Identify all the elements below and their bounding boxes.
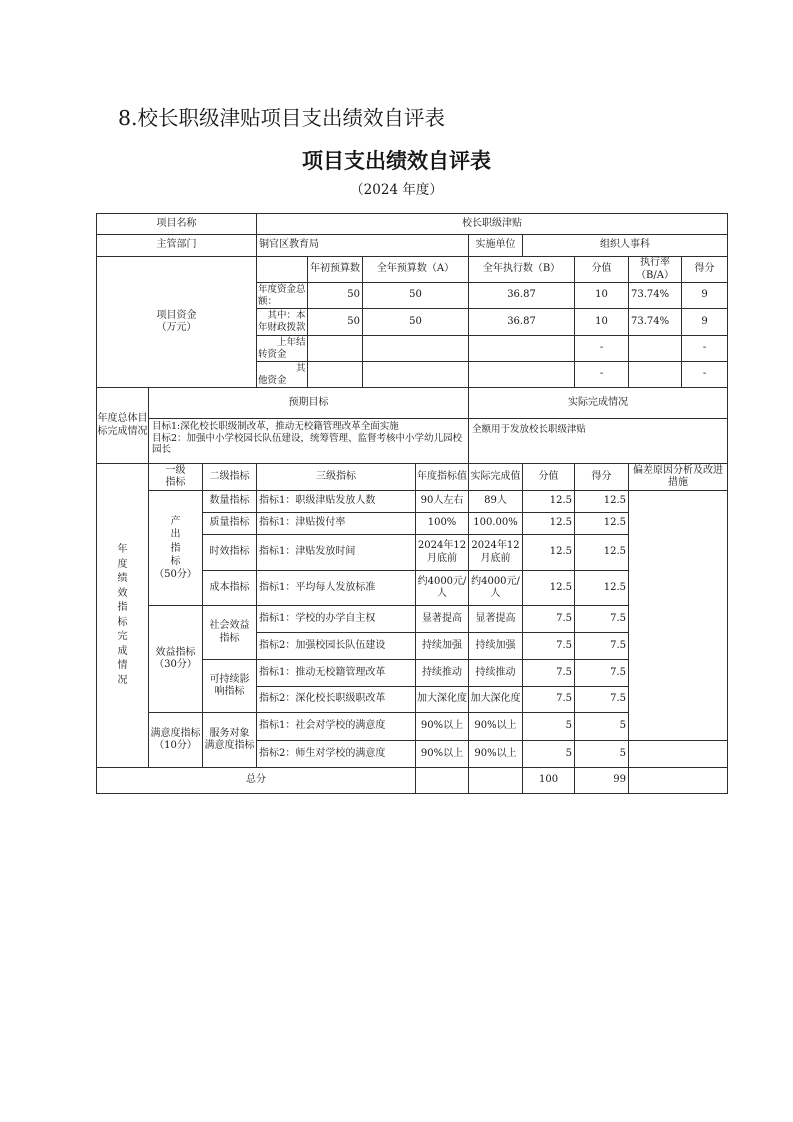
indicators-header-target: 年度指标值 [416, 464, 469, 491]
indicator-name: 指标1：推动无校籍管理改革 [257, 660, 416, 687]
indicator-score: 7.5 [575, 633, 629, 660]
total-label: 总分 [97, 768, 416, 794]
indicators-header-secondary: 二级指标 [203, 464, 257, 491]
funds-row-initial [308, 336, 363, 362]
indicator-score: 12.5 [575, 571, 629, 606]
self-evaluation-table [96, 213, 728, 794]
funds-header-score: 得分 [682, 257, 728, 283]
indicator-actual: 2024年12 月底前 [469, 535, 523, 571]
indicator-target: 加大深化度 [416, 687, 469, 713]
funds-row-budget: 50 [363, 283, 469, 309]
goals-actual-text: 全额用于发放校长职级津贴 [472, 424, 587, 435]
goal-item: 目标2：加强中小学校园长队伍建设，统筹管理、监督考核中小学幼儿园校园长 [152, 432, 463, 455]
indicator-points: 12.5 [523, 491, 575, 513]
indicator-actual: 100.00% [469, 513, 523, 535]
funds-row-name: 其中：本年财政拨款 [257, 309, 308, 336]
indicator-points: 12.5 [523, 513, 575, 535]
primary-group-name: 满意度指标 [150, 727, 201, 739]
primary-group-output [149, 491, 203, 606]
funds-row-name: 上年结转资金 [258, 336, 306, 360]
indicator-actual: 90%以上 [469, 713, 523, 741]
total-score: 99 [575, 768, 629, 794]
secondary-cost: 成本指标 [203, 571, 257, 606]
funds-row-executed [469, 336, 575, 362]
indicator-target: 90%以上 [416, 741, 469, 768]
funds-row-name: 其他资金 [258, 362, 306, 386]
indicator-target: 持续推动 [416, 660, 469, 687]
implementing-unit-value: 组织人事科 [523, 235, 728, 257]
indicator-actual: 89人 [469, 491, 523, 513]
goals-header-row [97, 388, 728, 419]
funds-row-rate [629, 362, 682, 388]
goals-expected-header: 预期目标 [149, 388, 469, 419]
funds-row-points: 10 [575, 309, 629, 336]
indicator-name: 指标2：加强校园长队伍建设 [257, 633, 416, 660]
indicator-score: 7.5 [575, 687, 629, 713]
indicator-name: 指标1：平均每人发放标准 [257, 571, 416, 606]
indicator-points: 7.5 [523, 633, 575, 660]
secondary-social: 社会效益 指标 [203, 606, 257, 660]
funds-row-initial: 50 [308, 283, 363, 309]
funds-label: 项目资金 [156, 309, 197, 321]
indicator-row [97, 491, 728, 513]
indicator-points: 7.5 [523, 606, 575, 633]
funds-row-rate: 73.74% [629, 283, 682, 309]
indicator-actual: 加大深化度 [469, 687, 523, 713]
section-heading: 8.校长职级津贴项目支出绩效自评表 [118, 106, 446, 130]
total-points: 100 [523, 768, 575, 794]
funds-row-rate [629, 336, 682, 362]
funds-row-points: - [575, 362, 629, 388]
indicator-target: 90人左右 [416, 491, 469, 513]
indicators-header-tertiary: 三级指标 [257, 464, 416, 491]
indicators-header-actual: 实际完成值 [469, 464, 523, 491]
primary-group-points: （30分） [154, 659, 197, 670]
department-row [97, 235, 728, 257]
indicator-target: 持续加强 [416, 633, 469, 660]
deviation-analysis-cell [629, 491, 728, 741]
indicator-actual: 显著提高 [469, 606, 523, 633]
funds-row-budget [363, 362, 469, 388]
funds-row-executed: 36.87 [469, 283, 575, 309]
funds-row-points: 10 [575, 283, 629, 309]
primary-group-name: 产出指标 [170, 515, 181, 568]
indicator-name: 指标2：师生对学校的满意度 [257, 741, 416, 768]
indicator-score: 12.5 [575, 513, 629, 535]
primary-group-points: （50分） [154, 568, 197, 580]
primary-group-points: （10分） [154, 740, 197, 751]
project-name-value: 校长职级津贴 [257, 214, 728, 235]
indicator-target: 约4000元/ 人 [416, 571, 469, 606]
indicator-score: 7.5 [575, 660, 629, 687]
indicators-header-deviation: 偏差原因分析及改进措施 [629, 464, 728, 491]
department-value: 铜官区教育局 [257, 235, 469, 257]
indicator-actual: 持续加强 [469, 633, 523, 660]
project-name-row [97, 214, 728, 235]
total-actual-blank [469, 768, 523, 794]
funds-row-executed: 36.87 [469, 309, 575, 336]
secondary-sustainable: 可持续影 响指标 [203, 660, 257, 713]
indicator-points: 5 [523, 741, 575, 768]
indicator-points: 5 [523, 713, 575, 741]
total-row [97, 768, 728, 794]
form-year: （2024 年度） [350, 182, 443, 198]
indicators-header-primary: 一级 指标 [149, 464, 203, 491]
indicator-name: 指标1：社会对学校的满意度 [257, 713, 416, 741]
secondary-timeliness: 时效指标 [203, 535, 257, 571]
secondary-quality: 质量指标 [203, 513, 257, 535]
indicator-score: 12.5 [575, 491, 629, 513]
indicator-target: 显著提高 [416, 606, 469, 633]
funds-row-score: 9 [682, 283, 728, 309]
funds-row-points: - [575, 336, 629, 362]
indicator-target: 100% [416, 513, 469, 535]
goal-item: 目标1:深化校长职级制改革，推动无校籍管理改革全面实施 [152, 421, 399, 432]
department-label: 主管部门 [97, 235, 257, 257]
indicator-points: 7.5 [523, 687, 575, 713]
indicator-actual: 90%以上 [469, 741, 523, 768]
indicator-points: 7.5 [523, 660, 575, 687]
funds-label-cell [97, 257, 257, 388]
funds-header-initial: 年初预算数 [308, 257, 363, 283]
primary-group-benefit [149, 606, 203, 713]
goals-content-row [97, 419, 728, 464]
indicator-name: 指标2：深化校长职级职改革 [257, 687, 416, 713]
implementing-unit-label: 实施单位 [469, 235, 523, 257]
indicators-label: 年度绩效指标完成情况 [117, 544, 128, 686]
indicators-header-row [97, 464, 728, 491]
indicator-actual: 持续推动 [469, 660, 523, 687]
indicator-score: 12.5 [575, 535, 629, 571]
indicator-score: 5 [575, 713, 629, 741]
indicator-target: 90%以上 [416, 713, 469, 741]
goals-expected-cell [149, 419, 469, 464]
indicator-name: 指标1：津贴发放时间 [257, 535, 416, 571]
goals-label: 年度总体目标完成情况 [97, 388, 149, 464]
goals-actual-header: 实际完成情况 [469, 388, 728, 419]
indicator-name: 指标1：津贴拨付率 [257, 513, 416, 535]
indicator-score: 7.5 [575, 606, 629, 633]
indicator-points: 12.5 [523, 535, 575, 571]
funds-header-points: 分值 [575, 257, 629, 283]
indicator-actual: 约4000元/ 人 [469, 571, 523, 606]
funds-header-rate: 执行率 （B/A） [629, 257, 682, 283]
funds-row-score: 9 [682, 309, 728, 336]
indicator-score: 5 [575, 741, 629, 768]
funds-header-executed: 全年执行数（B） [469, 257, 575, 283]
funds-row-initial [308, 362, 363, 388]
indicators-label-cell [97, 464, 149, 768]
project-name-label: 项目名称 [97, 214, 257, 235]
funds-row-score: - [682, 336, 728, 362]
indicators-header-points: 分值 [523, 464, 575, 491]
funds-row-score: - [682, 362, 728, 388]
funds-row-name: 年度资金总额： [258, 283, 306, 307]
funds-row-budget: 50 [363, 309, 469, 336]
primary-group-satisfaction [149, 713, 203, 768]
funds-row-rate: 73.74% [629, 309, 682, 336]
deviation-analysis-cell [629, 741, 728, 768]
funds-row-initial: 50 [308, 309, 363, 336]
funds-unit: （万元） [156, 322, 197, 333]
total-deviation-blank [629, 768, 728, 794]
primary-group-name: 效益指标 [155, 646, 196, 658]
indicator-name: 指标1：学校的办学自主权 [257, 606, 416, 633]
indicator-points: 12.5 [523, 571, 575, 606]
funds-header-budget: 全年预算数（A） [363, 257, 469, 283]
goals-actual-cell [469, 419, 728, 464]
funds-header-row [97, 257, 728, 283]
secondary-quantity: 数量指标 [203, 491, 257, 513]
total-target-blank [416, 768, 469, 794]
indicator-name: 指标1：职级津贴发放人数 [257, 491, 416, 513]
secondary-satisfaction: 服务对象 满意度指标 [203, 713, 257, 768]
funds-header-blank [257, 257, 308, 283]
indicators-header-score: 得分 [575, 464, 629, 491]
form-title: 项目支出绩效自评表 [302, 148, 491, 173]
funds-row-executed [469, 362, 575, 388]
indicator-target: 2024年12 月底前 [416, 535, 469, 571]
funds-row-budget [363, 336, 469, 362]
